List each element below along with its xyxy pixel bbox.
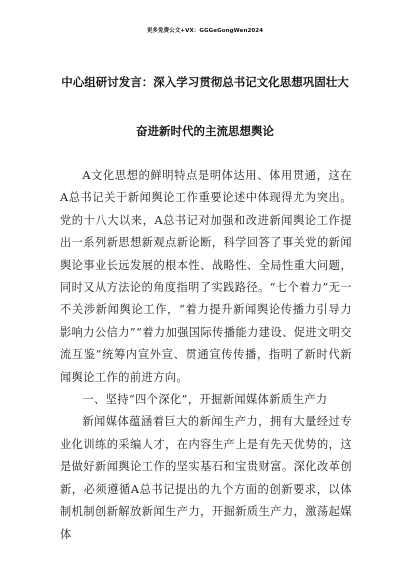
document-title-line-2: 奋进新时代的主流思想舆论 — [136, 124, 274, 138]
section-heading-1: 一、坚持“四个深化”，开掘新闻媒体新质生产力 — [82, 393, 328, 407]
document-title-line-1: 中心组研讨发言：深入学习贯彻总书记文化思想巩固壮大 — [61, 75, 349, 89]
header-note: 更多免费公文+VX：GGGeGongWen2024 — [146, 28, 264, 34]
body-paragraph-intro: A文化思想的鲜明特点是明体达用、体用贯通，这在A总书记关于新闻舆论工作重要论述中体现得尤为突出。党的十八大以来，A总书记对加强和改进新闻舆论工作提出一系列新思想新观点新论断，科学回答了事关党的新闻舆论事业长远发展的根本性、战略性、全局性重大问题，同时又从方法论的角度指明了实践路径。“七个着力”无一不关涉新闻舆论工作，“着力提升新闻舆论传播力引导力影响力公信力”“着力加强国际传播能力建设、促进文明交流互鉴”统筹内宣外宣、贯通宣传传播，指明了新时代新闻舆论工作的前进方向。 — [60, 169, 352, 384]
document-body — [60, 165, 352, 546]
body-paragraph-section-1: 新闻媒体蕴涵着巨大的新闻生产力，拥有大量经过专业化训练的采编人才，在内容生产上是有先天优势的，这是做好新闻舆论工作的坚实基石和宝贵财富。深化改革创新，必须遵循A总书记提出的九个方面的创新要求，以体制机制创新解放新闻生产力，开掘新质生产力，激荡起媒体 — [60, 415, 352, 541]
